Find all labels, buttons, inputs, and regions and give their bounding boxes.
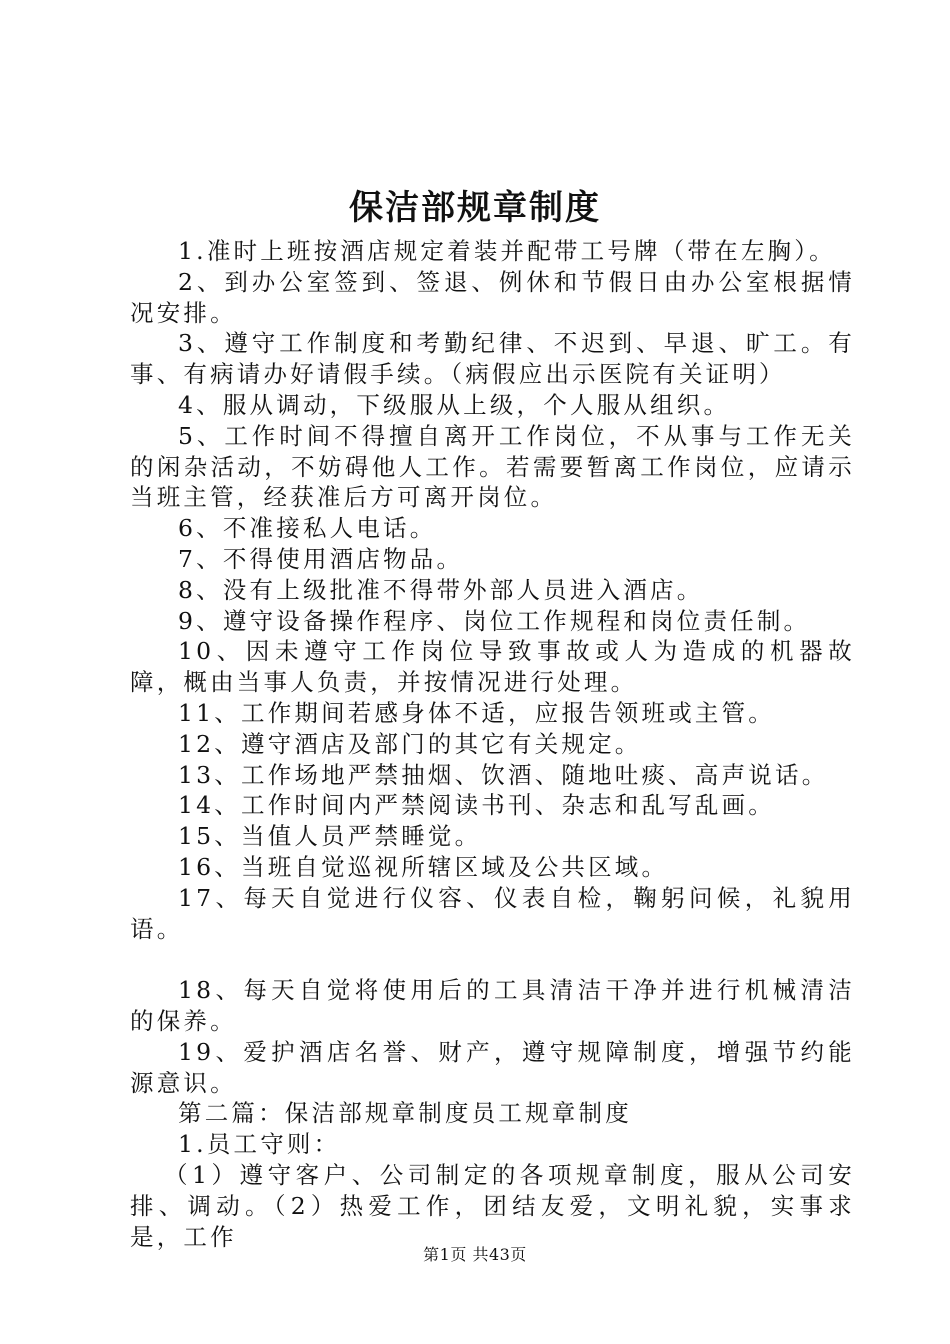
paragraph-rule-17: 17、每天自觉进行仪容、仪表自检，鞠躬问候，礼貌用语。: [130, 883, 855, 943]
paragraph-rule-10: 10、因未遵守工作岗位导致事故或人为造成的机器故障，概由当事人负责，并按情况进行处理。: [130, 637, 855, 697]
document-title: 保洁部规章制度: [349, 188, 601, 228]
paragraph-code-of-conduct: （1）遵守客户、公司制定的各项规章制度，服从公司安排、调动。（2）热爱工作，团结友爱，文明礼貌，实事求是，工作: [130, 1160, 855, 1251]
paragraph-rule-1: 1.准时上班按酒店规定着装并配带工号牌（带在左胸）。: [178, 237, 836, 265]
paragraph-rule-11: 11、工作期间若感身体不适，应报告领班或主管。: [178, 698, 776, 727]
paragraph-rule-14: 14、工作时间内严禁阅读书刊、杂志和乱写乱画。: [178, 791, 776, 820]
paragraph-rule-5: 5、工作时间不得擅自离开工作岗位，不从事与工作无关的闲杂活动，不妨碍他人工作。若需要暂离工作岗位，应请示当班主管，经获准后方可离开岗位。: [130, 421, 855, 512]
paragraph-rule-12: 12、遵守酒店及部门的其它有关规定。: [178, 729, 642, 758]
paragraph-rule-2: 2、到办公室签到、签退、例休和节假日由办公室根据情况安排。: [130, 267, 855, 327]
page-number-label: 第1页 共43页: [423, 1245, 527, 1264]
paragraph-rule-13: 13、工作场地严禁抽烟、饮酒、随地吐痰、高声说话。: [178, 760, 829, 789]
subsection-heading: 1.员工守则：: [178, 1130, 341, 1159]
paragraph-rule-18: 18、每天自觉将使用后的工具清洁干净并进行机械清洁的保养。: [130, 976, 855, 1035]
section-heading: 第二篇：保洁部规章制度员工规章制度: [178, 1099, 632, 1128]
paragraph-rule-6: 6、不准接私人电话。: [178, 514, 437, 543]
page-footer: [0, 1242, 950, 1265]
paragraph-rule-15: 15、当值人员严禁睡觉。: [178, 822, 482, 851]
paragraph-rule-4: 4、服从调动，下级服从上级，个人服从组织。: [178, 390, 731, 419]
paragraph-rule-3: 3、遵守工作制度和考勤纪律、不迟到、早退、旷工。有事、有病请办好请假手续。（病假应出示医院有关证明）: [130, 329, 855, 389]
paragraph-rule-19: 19、爱护酒店名誉、财产，遵守规障制度，增强节约能源意识。: [130, 1037, 855, 1097]
document-body: [130, 236, 855, 1252]
paragraph-rule-8: 8、没有上级批准不得带外部人员进入酒店。: [178, 575, 704, 604]
paragraph-rule-16: 16、当班自觉巡视所辖区域及公共区域。: [178, 852, 669, 881]
paragraph-rule-9: 9、遵守设备操作程序、岗位工作规程和岗位责任制。: [178, 606, 811, 635]
paragraph-rule-7: 7、不得使用酒店物品。: [178, 544, 464, 573]
